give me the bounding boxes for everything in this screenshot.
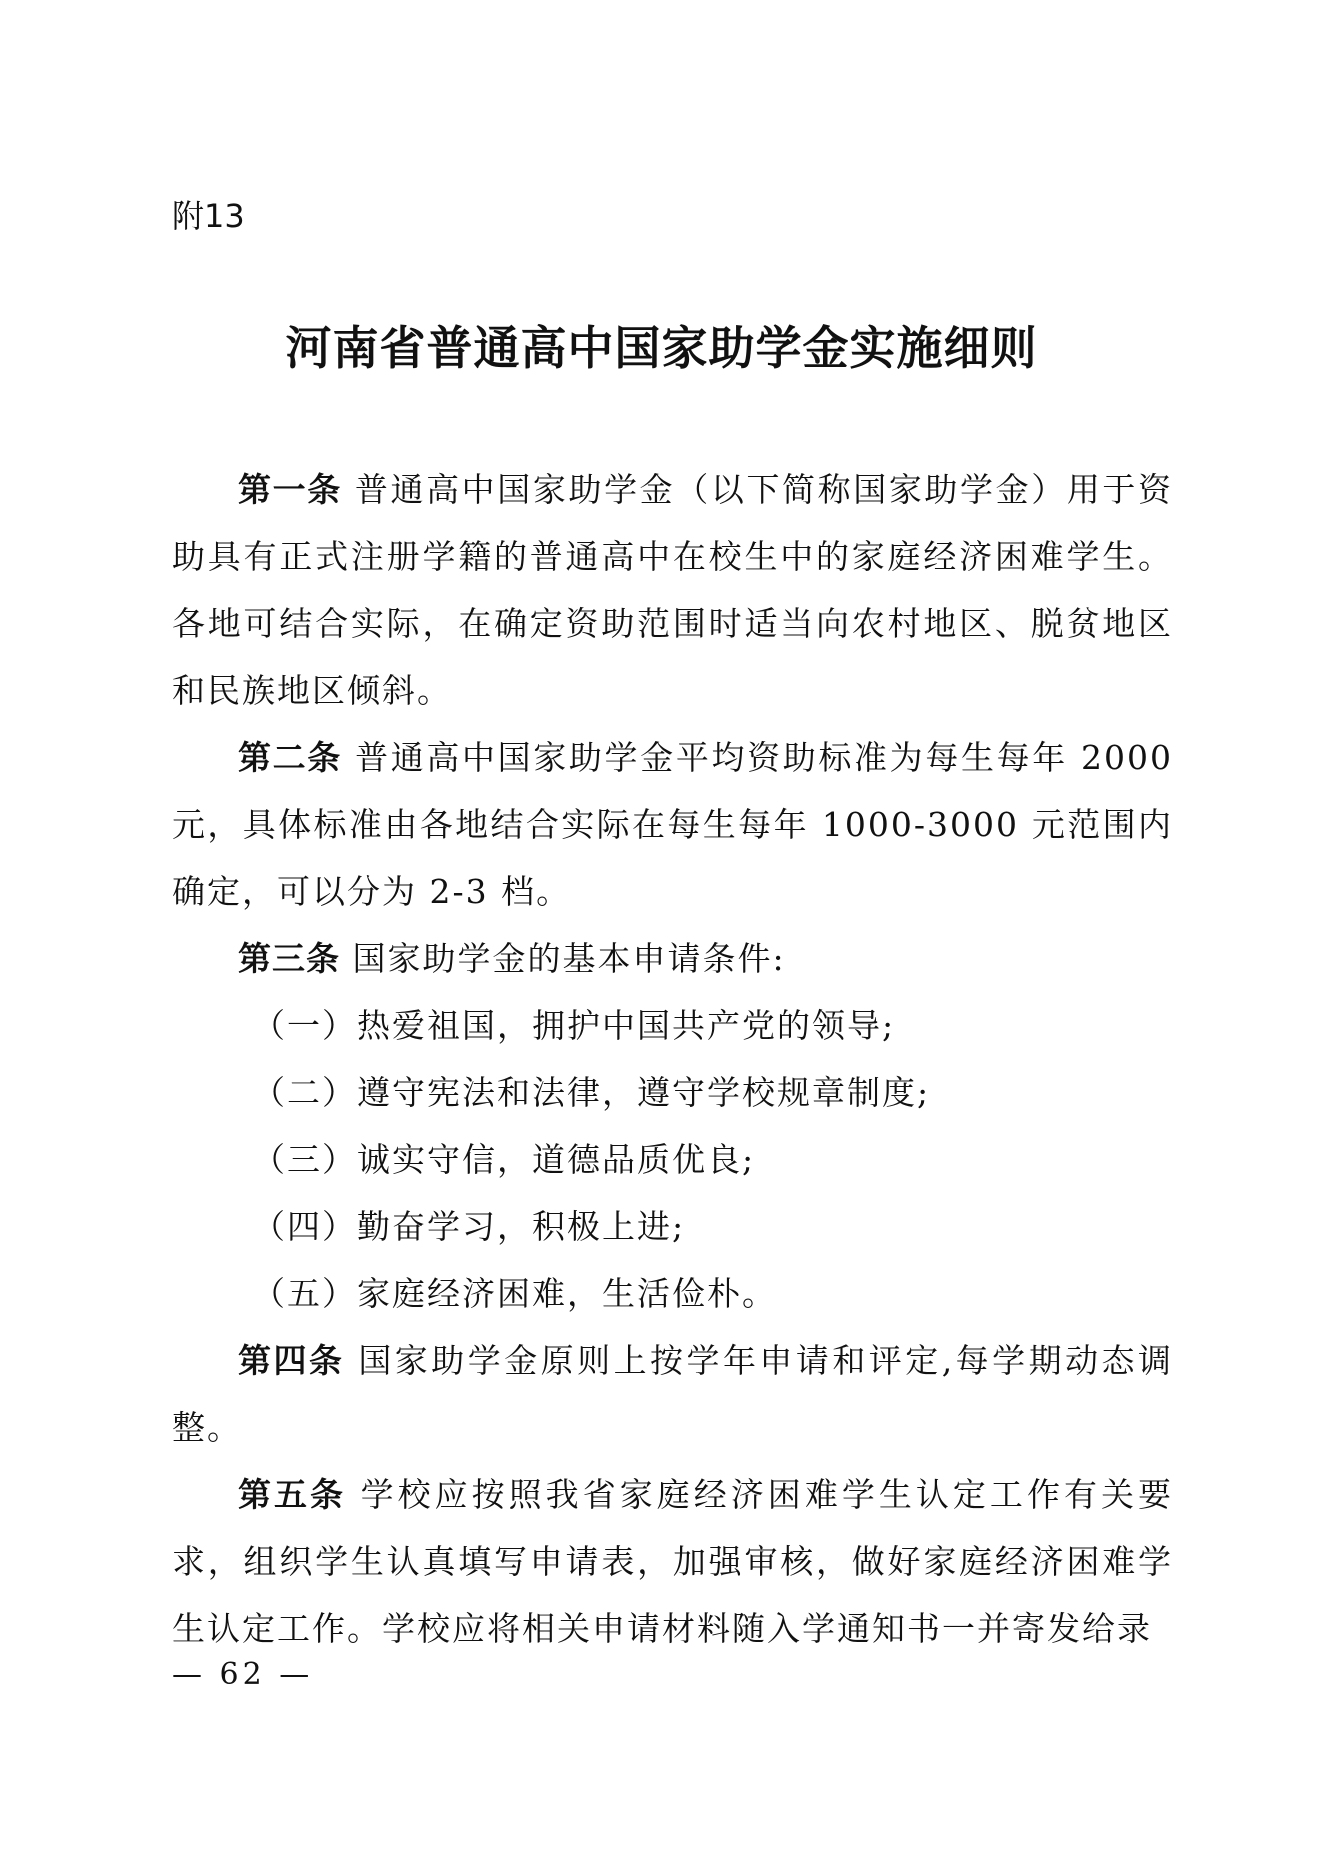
article-2-text: 普通高中国家助学金平均资助标准为每生每年 2000 元，具体标准由各地结合实际在每生每年 1000-3000 元范围内确定，可以分为 2-3 档。 [172,738,1173,911]
article-3 [172,925,1173,992]
condition-4: （四）勤奋学习，积极上进; [252,1207,686,1246]
condition-2: （二）遵守宪法和法律，遵守学校规章制度; [252,1073,931,1112]
condition-1: （一）热爱祖国，拥护中国共产党的领导; [252,1006,896,1045]
article-5 [172,1461,1173,1662]
article-4-label: 第四条 [238,1341,345,1380]
article-1-label: 第一条 [238,470,342,509]
page-number: — 62 — [172,1657,314,1692]
document-title: 河南省普通高中国家助学金实施细则 [285,321,1038,375]
article-5-label: 第五条 [238,1475,347,1514]
article-4-text: 国家助学金原则上按学年申请和评定,每学期动态调整。 [172,1341,1173,1447]
article-3-text: 国家助学金的基本申请条件: [352,939,786,978]
article-2-label: 第二条 [238,738,342,777]
attachment-label: 附13 [172,197,245,235]
article-1 [172,456,1173,724]
condition-5: （五）家庭经济困难，生活俭朴。 [252,1274,777,1313]
condition-3: （三）诚实守信，道德品质优良; [252,1140,756,1179]
article-1-text: 普通高中国家助学金（以下简称国家助学金）用于资助具有正式注册学籍的普通高中在校生中的家庭经济困难学生。各地可结合实际，在确定资助范围时适当向农村地区、脱贫地区和民族地区倾斜。 [172,470,1174,710]
article-4 [172,1327,1173,1461]
article-2 [172,724,1173,925]
document-body [172,456,1173,1662]
article-3-label: 第三条 [238,939,340,978]
article-5-text: 学校应按照我省家庭经济困难学生认定工作有关要求，组织学生认真填写申请表，加强审核，做好家庭经济困难学生认定工作。学校应将相关申请材料随入学通知书一并寄发给录 [172,1475,1173,1648]
